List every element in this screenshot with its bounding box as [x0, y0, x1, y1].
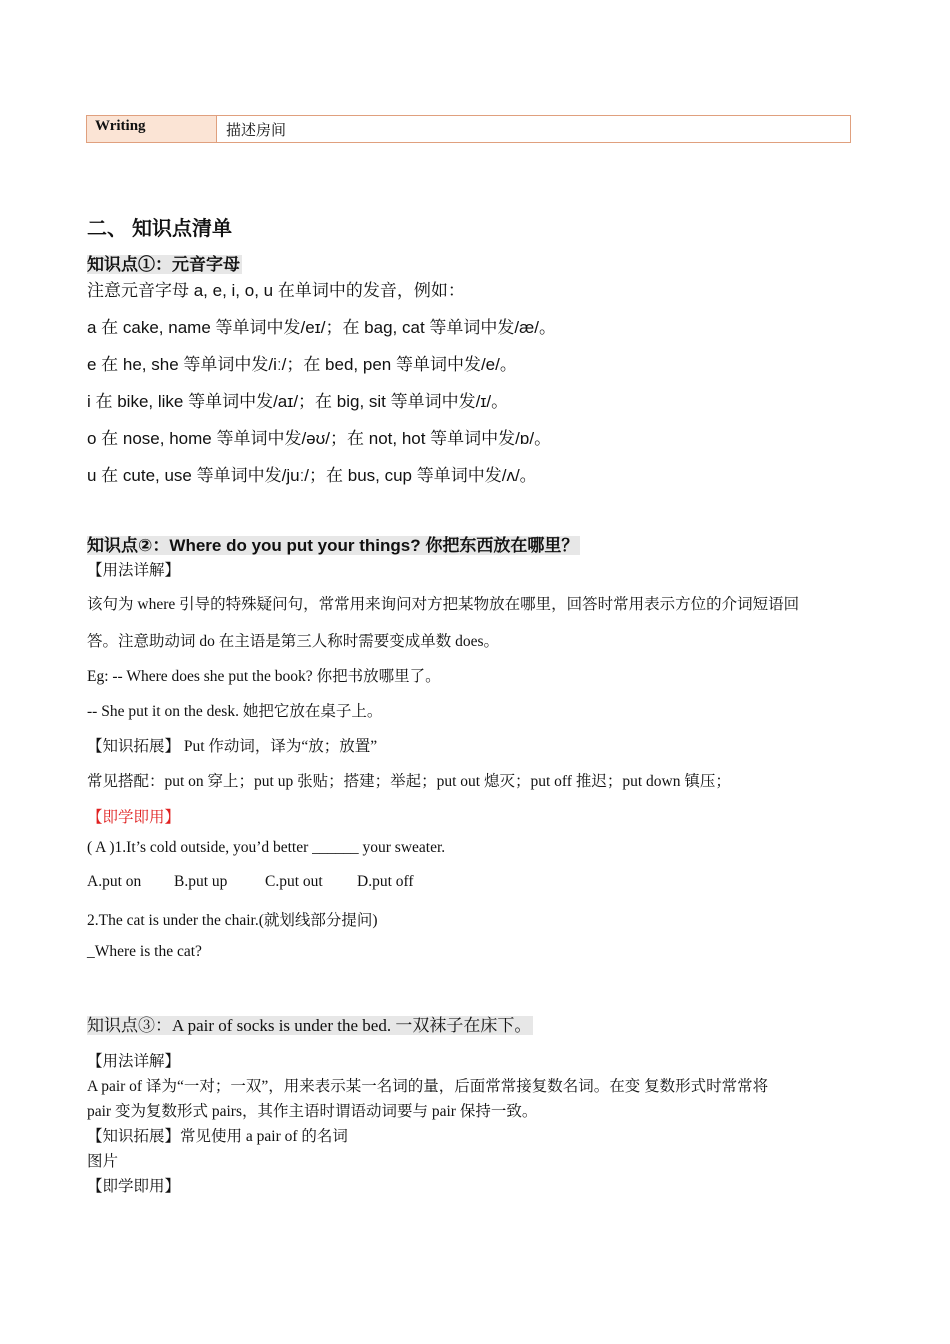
table-label-cell: Writing [87, 116, 217, 142]
section-title: 二、 知识点清单 [87, 218, 232, 240]
kp2-question-2: 2.The cat is under the chair.(就划线部分提问) [87, 912, 378, 929]
kp2-question-1: ( A )1.It’s cold outside, you’d better ______ your sweater. [87, 839, 446, 856]
kp2-title: 知识点②：Where do you put your things? 你把东西放在哪里？ [87, 536, 579, 555]
kp1-heading [87, 250, 242, 275]
kp2-example-q: Eg: -- Where does she put the book? 你把书放哪里了。 [87, 668, 441, 685]
kp3-practice-head: 【即学即用】 [87, 1178, 181, 1195]
kp2-heading [87, 531, 580, 556]
kp2-usage-line1: 该句为 where 引导的特殊疑问句，常常用来询问对方把某物放在哪里，回答时常用表示方位的介词短语回 [87, 596, 800, 613]
kp1-title: 知识点①：元音字母 [87, 255, 240, 274]
kp2-expand: 【知识拓展】 Put 作动词，译为“放；放置” [87, 738, 378, 755]
kp3-usage-head: 【用法详解】 [87, 1053, 181, 1070]
writing-table [86, 115, 851, 143]
kp2-q2-answer: _Where is the cat? [87, 943, 202, 960]
table-value-cell: 描述房间 [226, 123, 287, 139]
kp1-line-e: e 在 he, she 等单词中发/iː/；在 bed, pen 等单词中发/e/。 [87, 355, 517, 374]
kp2-collocations: 常见搭配：put on 穿上；put up 张贴；搭建；举起；put out 熄灭；put off 推迟；put down 镇压； [87, 773, 731, 790]
kp1-line-u: u 在 cute, use 等单词中发/juː/；在 bus, cup 等单词中发/ʌ/。 [87, 466, 537, 485]
kp3-expand: 【知识拓展】常见使用 a pair of 的名词 [87, 1128, 348, 1145]
kp2-usage-line2: 答。注意助动词 do 在主语是第三人称时需要变成单数 does。 [87, 633, 500, 650]
kp1-line-a: a 在 cake, name 等单词中发/eɪ/；在 bag, cat 等单词中发/æ/。 [87, 318, 556, 337]
kp2-practice-head: 【即学即用】 [87, 809, 181, 826]
kp1-line-o: o 在 nose, home 等单词中发/əʊ/；在 not, hot 等单词中发/ɒ/。 [87, 429, 552, 448]
kp1-intro: 注意元音字母 a, e, i, o, u 在单词中的发音，例如： [87, 281, 465, 300]
kp3-title: 知识点③：A pair of socks is under the bed. 一双袜子在床下。 [87, 1016, 532, 1035]
kp2-q1-option-b: B.put up [174, 873, 228, 890]
kp2-q1-option-d: D.put off [357, 873, 414, 890]
kp3-usage-line1: A pair of 译为“一对；一双”，用来表示某一名词的量，后面常常接复数名词。在变 复数形式时常常将 [87, 1078, 769, 1095]
kp2-q1-option-a: A.put on [87, 873, 142, 890]
kp1-line-i: i 在 bike, like 等单词中发/aɪ/；在 big, sit 等单词中发/ɪ/。 [87, 392, 509, 411]
kp3-heading [87, 1011, 533, 1036]
kp3-image-placeholder: 图片 [87, 1153, 119, 1170]
kp3-usage-line2: pair 变为复数形式 pairs，其作主语时谓语动词要与 pair 保持一致。 [87, 1103, 538, 1120]
kp2-q1-option-c: C.put out [265, 873, 323, 890]
kp2-example-a: -- She put it on the desk. 她把它放在桌子上。 [87, 703, 383, 720]
kp2-usage-head: 【用法详解】 [87, 562, 181, 579]
